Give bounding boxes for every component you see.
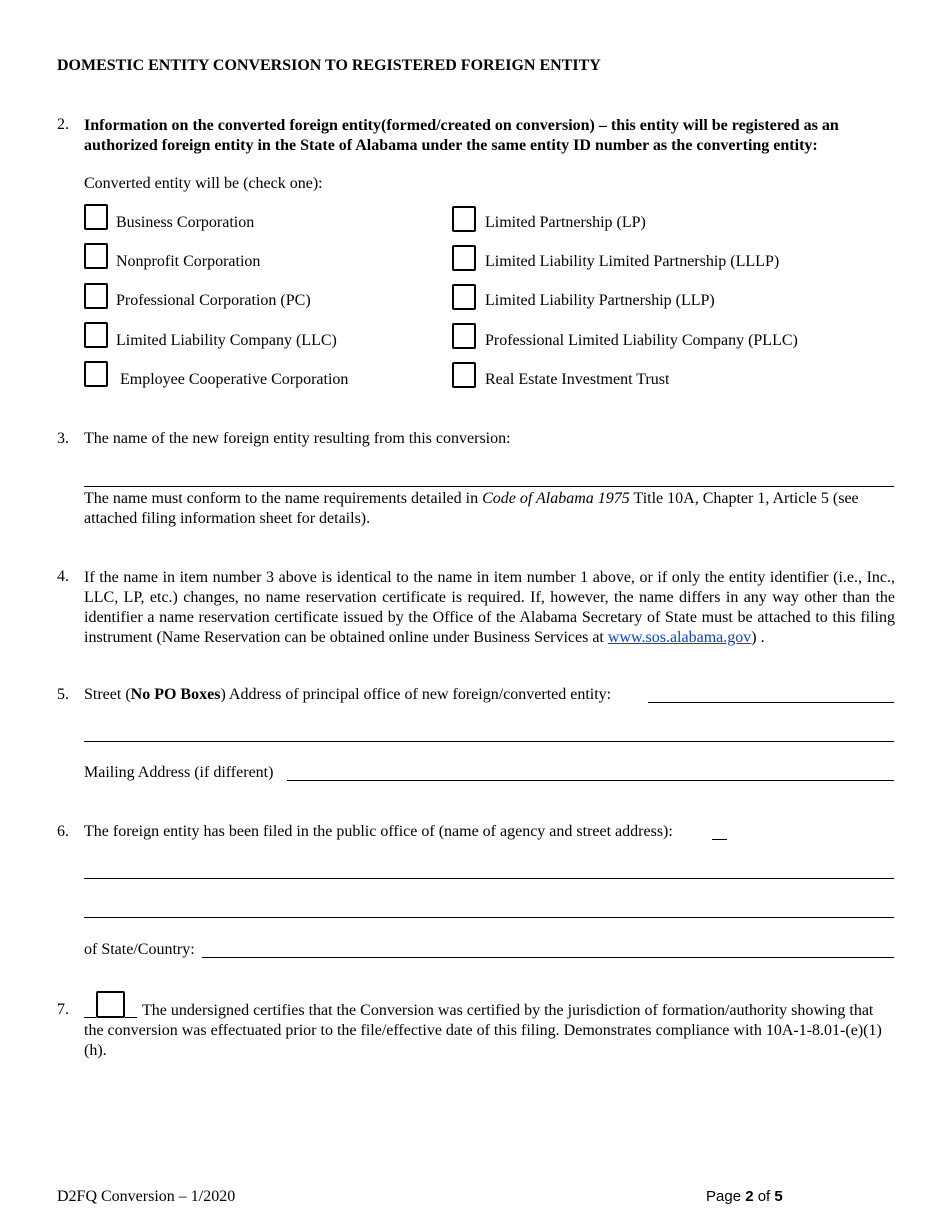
- mailing-address-line[interactable]: [287, 780, 894, 781]
- item-2-number: 2.: [57, 116, 69, 133]
- public-office-line-2[interactable]: [84, 878, 894, 879]
- item-5-text: Street (No PO Boxes) Address of principal office of new foreign/converted entity:: [84, 686, 612, 703]
- label-lllp: Limited Liability Limited Partnership (LLLP): [485, 253, 780, 270]
- item-4-number: 4.: [57, 568, 69, 585]
- checkbox-llp[interactable]: [452, 284, 476, 310]
- label-limited-partnership: Limited Partnership (LP): [485, 214, 646, 231]
- item-7-number: 7.: [57, 1001, 69, 1018]
- checkbox-business-corporation[interactable]: [84, 204, 108, 230]
- label-employee-cooperative: Employee Cooperative Corporation: [120, 371, 349, 388]
- label-business-corporation: Business Corporation: [116, 214, 255, 231]
- state-country-line[interactable]: [202, 957, 894, 958]
- label-nonprofit-corporation: Nonprofit Corporation: [116, 253, 261, 270]
- item-7-text: The undersigned certifies that the Conversion was certified by the jurisdiction of formation/authority showing that the conversion was effectuated prior to the file/effective date of this filing. Demonstrates compliance with 10A-1-8.01-(e)(1)(h).: [84, 1002, 882, 1059]
- item-5-number: 5.: [57, 686, 69, 703]
- item-3-text: The name of the new foreign entity resulting from this conversion:: [84, 430, 511, 447]
- item-6-text: The foreign entity has been filed in the public office of (name of agency and street address):: [84, 823, 673, 840]
- public-office-line-3[interactable]: [84, 917, 894, 918]
- item-3-number: 3.: [57, 430, 69, 447]
- item-4-text: If the name in item number 3 above is identical to the name in item number 1 above, or if only the entity identifier (i.e., Inc., LLC, LP, etc.) changes, no name reservation certificate is required. If, however, the name differs in any way other than the identifier a name reservation certificate issued by the Office of the Alabama Secretary of State must be attached to this filing instrument (Name Reservation can be obtained online under Business Services at www.sos.alabama.gov) .: [84, 569, 895, 646]
- checkbox-llc[interactable]: [84, 322, 108, 348]
- checkbox-limited-partnership[interactable]: [452, 206, 476, 232]
- checkbox-lllp[interactable]: [452, 245, 476, 271]
- checkbox-employee-cooperative[interactable]: [84, 361, 108, 387]
- page-indicator: Page 2 of 5: [706, 1188, 783, 1205]
- label-llc: Limited Liability Company (LLC): [116, 332, 337, 349]
- checkbox-reit[interactable]: [452, 362, 476, 388]
- mailing-address-label: Mailing Address (if different): [84, 764, 274, 781]
- label-reit: Real Estate Investment Trust: [485, 371, 670, 388]
- item-6-number: 6.: [57, 823, 69, 840]
- item-3-note: The name must conform to the name requirements detailed in Code of Alabama 1975 Title 10A, Chapter 1, Article 5 (see attached filing information sheet for details).: [84, 490, 859, 527]
- new-entity-name-line[interactable]: [84, 486, 894, 487]
- item-2-text: Information on the converted foreign entity(formed/created on conversion) – this entity will be registered as an authorized foreign entity in the State of Alabama under the same entity ID number as the converting entity:: [84, 117, 839, 154]
- label-pllc: Professional Limited Liability Company (PLLC): [485, 332, 798, 349]
- label-professional-corporation: Professional Corporation (PC): [116, 292, 311, 309]
- checkbox-pllc[interactable]: [452, 323, 476, 349]
- entity-type-prompt: Converted entity will be (check one):: [84, 175, 323, 192]
- checkbox-professional-corporation[interactable]: [84, 283, 108, 309]
- form-identifier: D2FQ Conversion – 1/2020: [57, 1188, 236, 1205]
- principal-address-line-1[interactable]: [648, 702, 894, 703]
- form-title: DOMESTIC ENTITY CONVERSION TO REGISTERED FOREIGN ENTITY: [57, 57, 601, 74]
- sos-website-link[interactable]: www.sos.alabama.gov: [607, 629, 752, 646]
- principal-address-line-2[interactable]: [84, 741, 894, 742]
- label-llp: Limited Liability Partnership (LLP): [485, 292, 715, 309]
- public-office-line-1[interactable]: [712, 839, 727, 840]
- checkbox-nonprofit-corporation[interactable]: [84, 243, 108, 269]
- state-country-label: of State/Country:: [84, 941, 195, 958]
